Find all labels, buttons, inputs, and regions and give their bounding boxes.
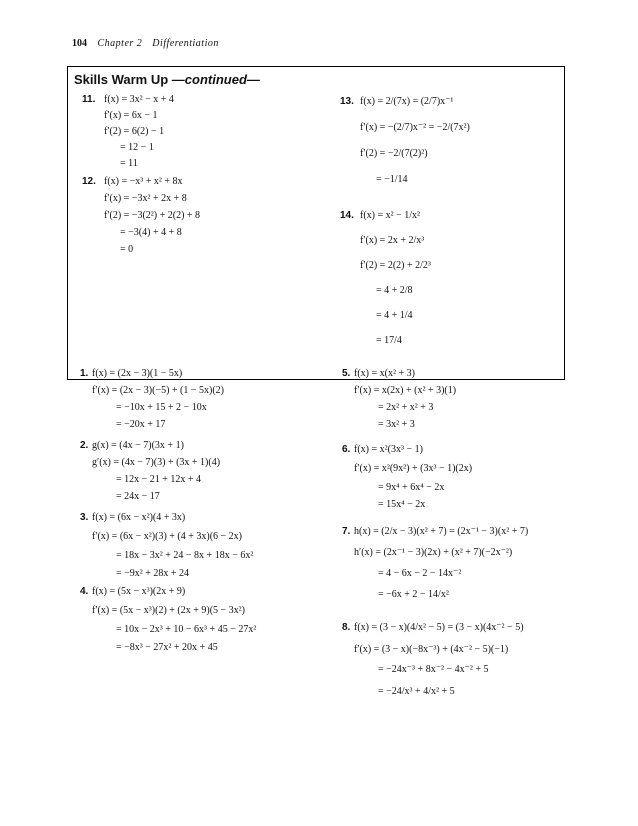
chapter-label: Chapter 2 — [97, 38, 143, 49]
page-header — [72, 38, 219, 49]
box-title: Skills Warm Up —continued— — [74, 72, 260, 87]
page-number: 104 — [72, 38, 87, 49]
chapter-title: Differentiation — [152, 38, 219, 49]
box-title-suffix: —continued— — [171, 72, 260, 87]
